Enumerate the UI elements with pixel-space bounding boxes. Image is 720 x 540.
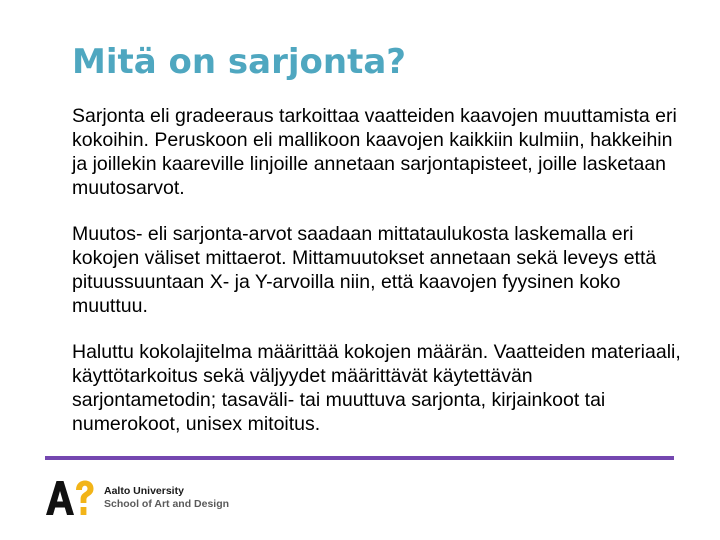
footer-divider	[45, 456, 674, 460]
body-paragraph-2: Muutos- eli sarjonta-arvot saadaan mittataulukosta laskemalla eri kokojen väliset mittaerot. Mittamuutokset annetaan sekä leveys että pituussuuntaan X- ja Y-arvoilla niin, että kaavojen fyysinen koko muuttuu.	[72, 223, 657, 317]
school-name: School of Art and Design	[104, 498, 230, 510]
university-name: Aalto University	[104, 485, 184, 497]
logo-text	[104, 485, 229, 511]
slide-body	[72, 104, 682, 458]
aalto-logo	[46, 480, 229, 516]
slide-title: Mitä on sarjonta?	[72, 42, 407, 82]
body-paragraph-3: Haluttu kokolajitelma määrittää kokojen määrän. Vaatteiden materiaali, käyttötarkoitus sekä väljyydet määrittävät käytettävän sarjontametodin; tasaväli- tai muuttuva sarjonta, kirjainkoot tai numerokoot, unisex mitoitus.	[72, 341, 681, 435]
body-paragraph-1: Sarjonta eli gradeeraus tarkoittaa vaatteiden kaavojen muuttamista eri kokoihin. Peruskoon eli mallikoon kaavojen kaikkiin kulmiin, hakkeihin ja joillekin kaareville linjoille annetaan sarjontapisteet, joille lasketaan muutosarvot.	[72, 105, 677, 199]
aalto-a-question-logo-icon	[46, 480, 94, 516]
